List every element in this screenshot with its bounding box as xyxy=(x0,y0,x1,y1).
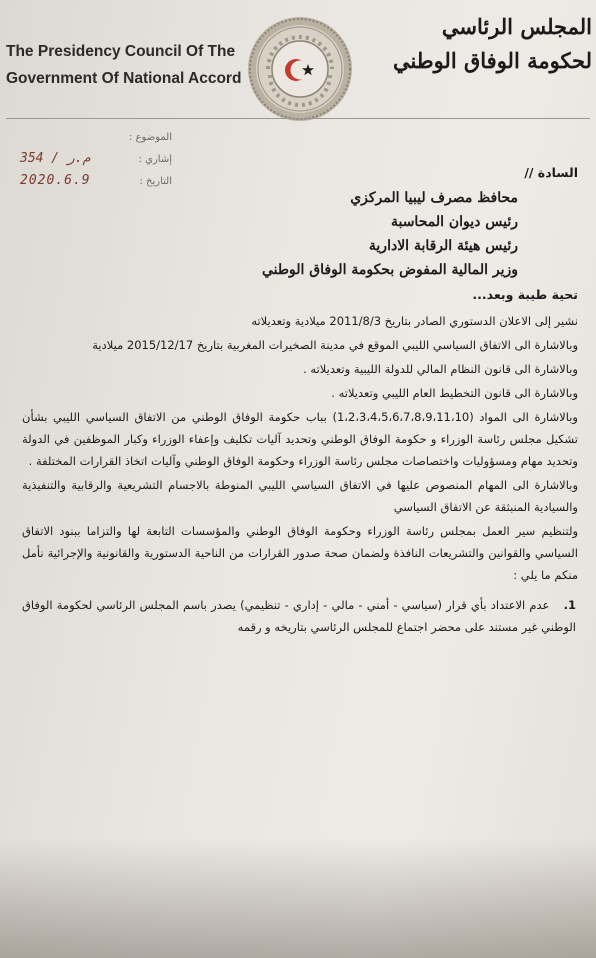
english-letterhead-line1: The Presidency Council Of The xyxy=(6,43,236,60)
paragraph: وبالاشارة الى الاتفاق السياسي الليبي الموقع في مدينة الصخيرات المغربية بتاريخ 2015/12/17 ميلادية xyxy=(92,338,578,352)
crescent-star-seal-icon xyxy=(246,15,354,123)
item-text: عدم الاعتداد بأي قرار (سياسي - أمني - مالي - إداري - تنظيمي) يصدر باسم المجلس الرئاسي لحكومة الوفاق الوطني غير مستند على محضر اجتماع للمجلس الرئاسي بتاريخه و رقمه xyxy=(22,598,576,634)
date-label: التاريخ : xyxy=(139,176,172,187)
arabic-letterhead-line2: لحكومة الوفاق الوطني xyxy=(393,48,592,73)
page-shadow xyxy=(0,838,596,958)
paragraph: وبالاشارة الى المواد (1،2،3،4،5،6،7،8،9،11،10) بباب حكومة الوفاق الوطني من الاتفاق السياسي الليبي بشأن تشكيل مجلس رئاسة الوزراء و حكومة الوفاق الوطني وتحديد آليات تكليف وإعفاء الوزراء وكبار الموظفين في الدولة وتحديد مهام ومسؤوليات واختصاصات مجلس رئاسة الوزراء وحكومة الوفاق الوطني وآليات اتخاذ القرارات المختلفة . xyxy=(22,410,578,468)
arabic-letterhead-line1: المجلس الرئاسي xyxy=(441,14,592,39)
paragraph: وبالاشارة الى المهام المنصوص عليها في الاتفاق السياسي الليبي المنوطة بالاجسام التشريعية والرقابية والتنفيذية والسيادية المنبثقة عن الاتفاق السياسي xyxy=(22,478,578,514)
recipient: محافظ مصرف ليبيا المركزي xyxy=(350,190,518,206)
greeting: تحية طيبة وبعد... xyxy=(472,287,578,302)
recipient-list xyxy=(22,186,578,282)
numbered-item xyxy=(22,594,578,638)
paragraph: نشير إلى الاعلان الدستوري الصادر بتاريخ 2011/8/3 ميلادية وتعديلاته xyxy=(251,314,578,328)
english-letterhead-line2: Government Of National Accord xyxy=(6,70,242,87)
arabic-letterhead xyxy=(382,10,592,78)
paragraph: وبالاشارة الى قانون التخطيط العام الليبي وتعديلاته . xyxy=(331,386,578,400)
item-number: 1. xyxy=(563,598,577,612)
recipient: رئيس ديوان المحاسبة xyxy=(390,214,518,230)
reference-label: إشاري : xyxy=(138,154,172,165)
subject-row xyxy=(18,130,178,152)
header-divider xyxy=(6,118,590,119)
paragraph: ولتنظيم سير العمل بمجلس رئاسة الوزراء وحكومة الوفاق الوطني والمؤسسات التابعة لها والتزاما ببنود الاتفاق السياسي والقوانين والتشريعات النافذة ولضمان صحة صدور القرارات من الناحية الدستورية والقانونية والإجرائية نأمل منكم ما يلي : xyxy=(22,524,578,582)
english-letterhead xyxy=(6,38,246,92)
recipient: رئيس هيئة الرقابة الادارية xyxy=(368,238,518,254)
salutation: السادة // xyxy=(524,165,578,180)
letter-body xyxy=(22,162,578,638)
reference-value: 354 / م.ر xyxy=(20,151,91,166)
recipient: وزير المالية المفوض بحكومة الوفاق الوطني xyxy=(261,262,518,278)
date-value: 2020.6.9 xyxy=(20,173,91,188)
subject-label: الموضوع : xyxy=(129,132,172,143)
paragraph: وبالاشارة الى قانون النظام المالي للدولة الليبية وتعديلاته . xyxy=(303,362,578,376)
